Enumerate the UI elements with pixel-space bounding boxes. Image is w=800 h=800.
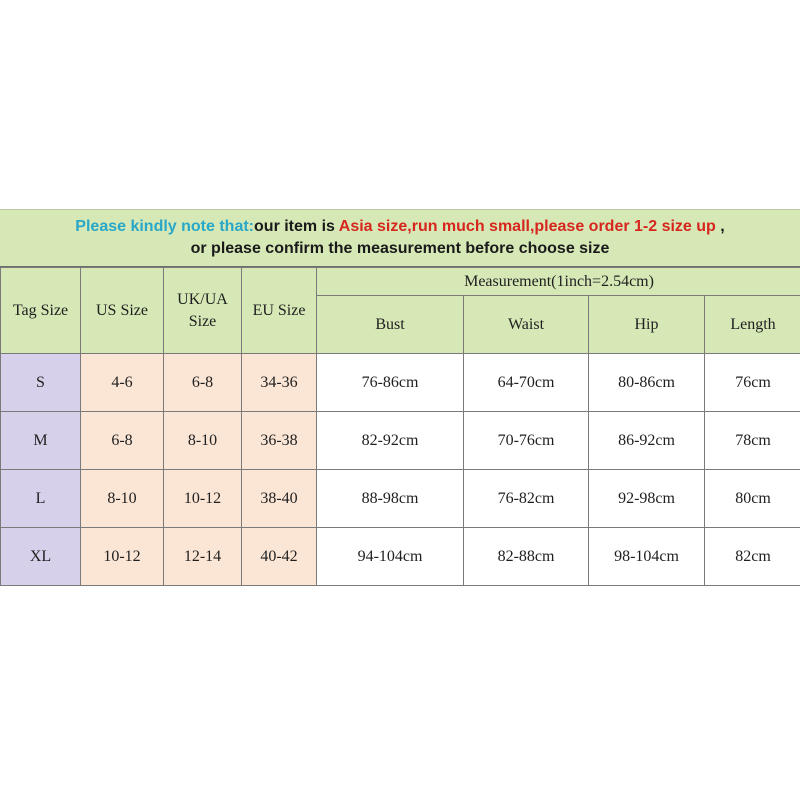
size-note-banner <box>0 209 800 267</box>
tag-size-cell: S <box>1 354 81 412</box>
bust-cell: 76-86cm <box>317 354 464 412</box>
eu-size-cell: 36-38 <box>242 412 317 470</box>
table-row <box>1 470 800 528</box>
header-eu-size: EU Size <box>242 268 317 354</box>
table-row <box>1 528 800 586</box>
uk-size-cell: 10-12 <box>164 470 242 528</box>
tag-size-cell: L <box>1 470 81 528</box>
header-bust: Bust <box>317 296 464 354</box>
note-item-text: our item is <box>254 218 339 235</box>
header-us-size: US Size <box>81 268 164 354</box>
uk-size-cell: 6-8 <box>164 354 242 412</box>
length-cell: 78cm <box>705 412 800 470</box>
hip-cell: 92-98cm <box>589 470 705 528</box>
length-cell: 82cm <box>705 528 800 586</box>
note-line-2: or please confirm the measurement before choose size <box>190 240 610 257</box>
us-size-cell: 4-6 <box>81 354 164 412</box>
note-warning-text: Asia size,run much small,please order 1-2 size up <box>338 218 716 235</box>
hip-cell: 86-92cm <box>589 412 705 470</box>
header-uk-ua-size: UK/UA Size <box>164 268 242 354</box>
header-waist: Waist <box>464 296 589 354</box>
table-row <box>1 412 800 470</box>
uk-size-cell: 8-10 <box>164 412 242 470</box>
bust-cell: 82-92cm <box>317 412 464 470</box>
note-comma-text: , <box>715 218 725 235</box>
waist-cell: 82-88cm <box>464 528 589 586</box>
eu-size-cell: 38-40 <box>242 470 317 528</box>
bust-cell: 94-104cm <box>317 528 464 586</box>
waist-cell: 64-70cm <box>464 354 589 412</box>
note-lead-text: Please kindly note that: <box>75 218 255 235</box>
length-cell: 80cm <box>705 470 800 528</box>
header-measurement: Measurement(1inch=2.54cm) <box>317 268 800 296</box>
size-chart <box>0 209 800 587</box>
us-size-cell: 6-8 <box>81 412 164 470</box>
header-length: Length <box>705 296 800 354</box>
tag-size-cell: M <box>1 412 81 470</box>
length-cell: 76cm <box>705 354 800 412</box>
us-size-cell: 10-12 <box>81 528 164 586</box>
waist-cell: 76-82cm <box>464 470 589 528</box>
us-size-cell: 8-10 <box>81 470 164 528</box>
hip-cell: 98-104cm <box>589 528 705 586</box>
table-row <box>1 354 800 412</box>
eu-size-cell: 34-36 <box>242 354 317 412</box>
header-hip: Hip <box>589 296 705 354</box>
tag-size-cell: XL <box>1 528 81 586</box>
header-tag-size: Tag Size <box>1 268 81 354</box>
uk-size-cell: 12-14 <box>164 528 242 586</box>
eu-size-cell: 40-42 <box>242 528 317 586</box>
size-table <box>0 267 800 586</box>
header-row-1 <box>1 268 800 296</box>
note-line-1 <box>0 218 800 236</box>
waist-cell: 70-76cm <box>464 412 589 470</box>
bust-cell: 88-98cm <box>317 470 464 528</box>
hip-cell: 80-86cm <box>589 354 705 412</box>
